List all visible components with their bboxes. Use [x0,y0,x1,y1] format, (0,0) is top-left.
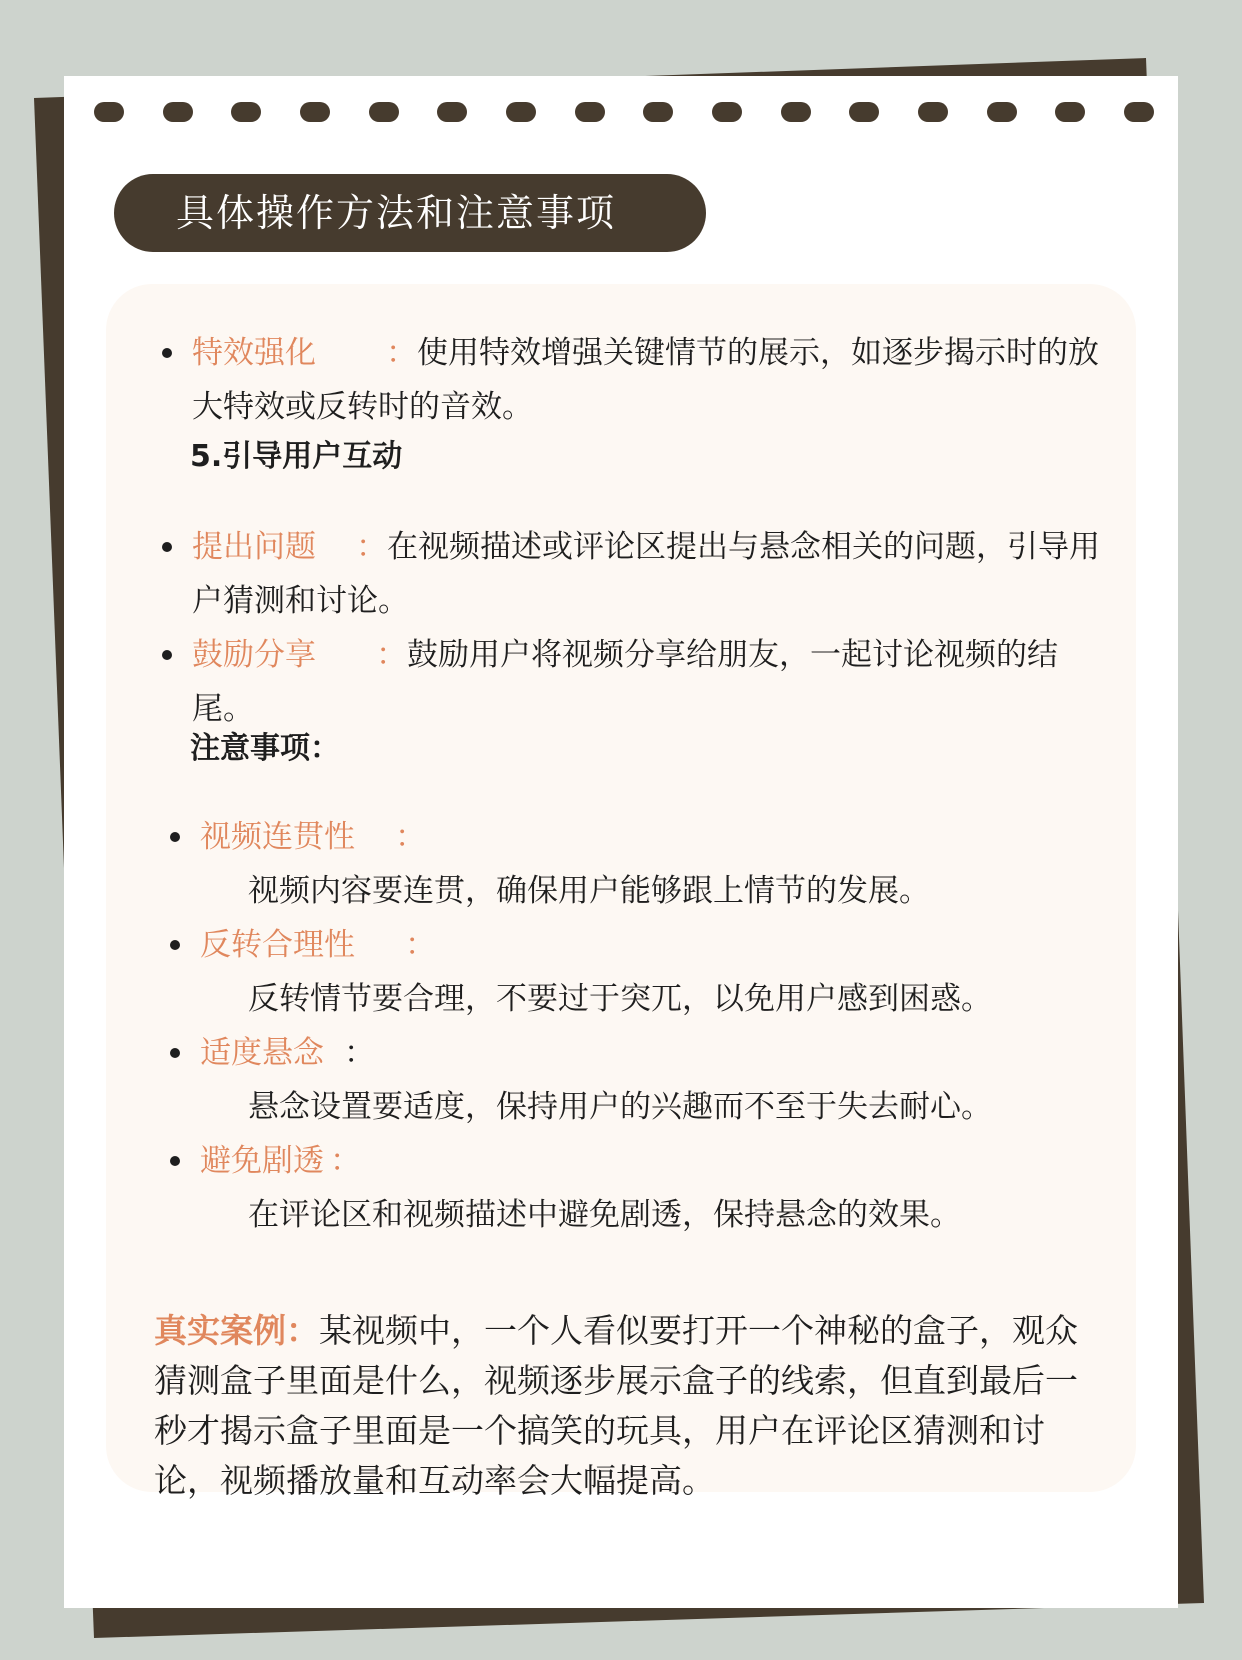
note-colon: ： [330,1143,361,1179]
note-label: 反转合理性 [200,927,355,963]
item-text: 在视频描述或评论区提出与悬念相关的问题，引导用户猜测和讨论。 [192,529,1100,619]
note-item [200,1134,1100,1188]
bullet-icon [162,542,172,552]
note-label: 避免剧透 [200,1143,324,1179]
list-item [192,326,1112,434]
binder-hole [575,102,605,122]
notes-heading: 注意事项： [190,731,340,766]
binder-hole [94,102,124,122]
binder-hole [163,102,193,122]
bullet-icon [170,832,180,842]
note-text: 反转情节要合理，不要过于突兀，以免用户感到困惑。 [248,981,992,1017]
note-text: 在评论区和视频描述中避免剧透，保持悬念的效果。 [248,1197,961,1233]
binder-hole [506,102,536,122]
list-item [192,628,1112,736]
binder-hole [918,102,948,122]
case-study [154,1306,1084,1506]
binder-hole [300,102,330,122]
binder-hole [437,102,467,122]
note-colon: ： [405,927,436,963]
item-text: 鼓励用户将视频分享给朋友，一起讨论视频的结尾。 [192,637,1058,727]
binder-hole [712,102,742,122]
binder-hole [1055,102,1085,122]
note-label: 适度悬念 [200,1035,324,1071]
bullet-icon [170,1048,180,1058]
binder-hole [849,102,879,122]
note-colon: ： [344,1035,375,1071]
bullet-icon [170,1156,180,1166]
page-title: 具体操作方法和注意事项 [114,174,706,252]
note-item [200,918,1100,972]
note-colon: ： [395,819,426,855]
binder-hole [231,102,261,122]
bullet-icon [162,650,172,660]
binder-hole [781,102,811,122]
note-label: 视频连贯性 [200,819,355,855]
note-item [200,1026,1100,1080]
section-heading: 5.引导用户互动 [190,439,403,474]
binder-hole [369,102,399,122]
binder-hole [987,102,1017,122]
binder-holes [94,102,1154,126]
binder-hole [643,102,673,122]
case-text: 某视频中，一个人看似要打开一个神秘的盒子，观众猜测盒子里面是什么，视频逐步展示盒子的线索，但直到最后一秒才揭示盒子里面是一个搞笑的玩具，用户在评论区猜测和讨论，视频播放量和互动率会大幅提高。 [154,1311,1078,1500]
case-label: 真实案例： [154,1311,319,1350]
item-label: 提出问题 [192,529,316,565]
bullet-icon [170,940,180,950]
item-label: 特效强化 [192,335,316,371]
note-text: 悬念设置要适度，保持用户的兴趣而不至于失去耐心。 [248,1089,992,1125]
item-text: 使用特效增强关键情节的展示，如逐步揭示时的放大特效或反转时的音效。 [192,335,1099,425]
binder-hole [1124,102,1154,122]
item-colon: ： [376,637,407,673]
item-colon: ： [356,529,387,565]
item-label: 鼓励分享 [192,637,316,673]
note-item [200,810,1100,864]
bullet-icon [162,348,172,358]
list-item [192,520,1112,628]
note-text: 视频内容要连贯，确保用户能够跟上情节的发展。 [248,873,930,909]
item-colon: ： [386,335,417,371]
